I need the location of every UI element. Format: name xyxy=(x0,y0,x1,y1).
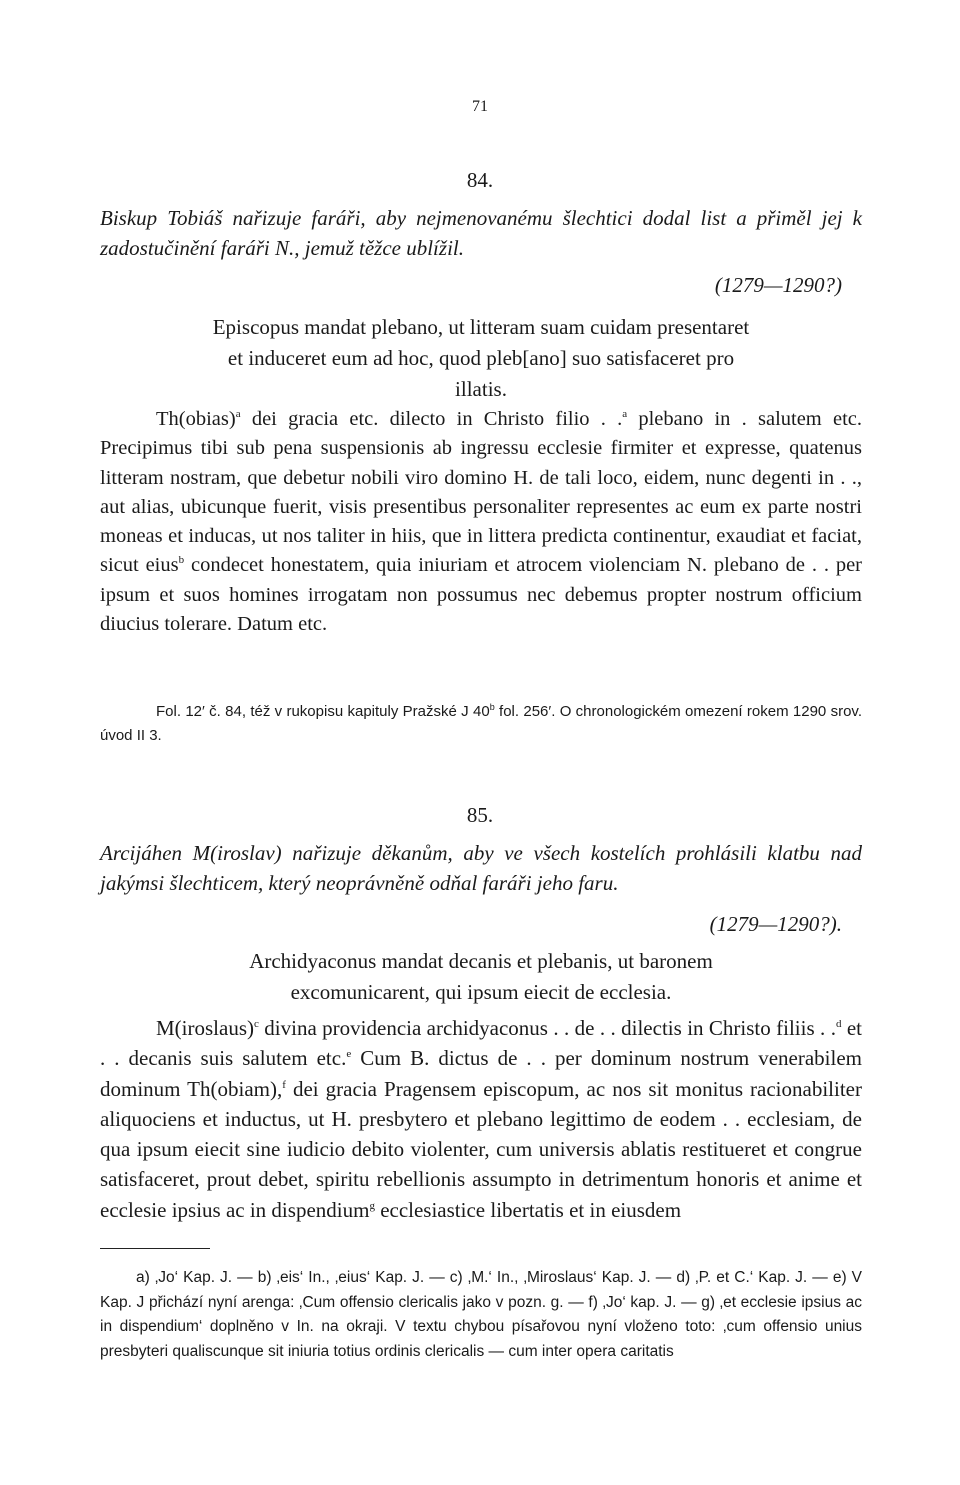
footnotes xyxy=(100,1266,862,1364)
charter-paragraph: Th(obias)$^a$ dei gracia etc. dilecto in Christo filio . .$^a$ plebano in . salutem etc. Precipimus tibi sub pena suspensionis ab ingressu ecclesie firmiter et expresse, quatenus litteram nostram, que debetur nobili viro domino H. de tali loco, eidem, nunc degenti in . ., aut alias, ubicunque fuerit, visis presentibus personaliter representes ac eum ex parte nostri moneas et inducas, ut nos taliter in hiis, que in littera predicta continentur, exaudiat et faciat, sicut eius$^b$ condecet honestatem, quia iniuriam et atrocem violenciam N. plebano de . . per ipsum et suos homines irrogatam non possumus nec debemus propter nostrum officium diucius tolerare. Datum etc. xyxy=(100,408,862,636)
charter-text xyxy=(100,405,862,639)
footnote-text: a) ‚Jo‘ Kap. J. — b) ‚eis‘ In., ‚eius‘ Kap. J. — c) ‚M.‘ In., ‚Miroslaus‘ Kap. J. — d) ‚P. et C.‘ Kap. J. — e) V Kap. J přichází nyní arenga: ‚Cum offensio clericalis jako v pozn. g. — f) ‚Jo‘ kap. J. — g) ‚et ecclesie ipsius ac in dispendium‘ doplněno v In. na okraji. V textu chybou písařovou nyní vloženo toto: ‚cum offensio unius presbyteri qualiscunque sit iniuria totius ordinis clericalis — cum inter opera caritatis xyxy=(100,1269,862,1360)
footnote-marker: g xyxy=(369,1199,375,1212)
latin-summary-line: illatis. xyxy=(455,377,507,401)
date-range: (1279—1290?) xyxy=(714,273,842,297)
latin-summary xyxy=(130,946,832,1008)
charter-text xyxy=(100,1013,862,1225)
latin-summary-line: Archidyaconus mandat decanis et plebanis, ut baronem xyxy=(249,949,713,973)
latin-summary-line: excomunicarent, qui ipsum eiecit de ecclesia. xyxy=(290,980,672,1004)
source-note-paragraph: Fol. 12′ č. 84, též v rukopisu kapituly Pražské J 40$^b$ fol. 256′. O chronologickém omezení rokem 1290 srov. úvod II 3. xyxy=(100,702,862,744)
document-number: 84. xyxy=(466,168,494,192)
footnote-marker: d xyxy=(835,1018,842,1030)
latin-summary xyxy=(100,312,862,405)
footnote-marker: f xyxy=(282,1078,286,1091)
footnote-marker: b xyxy=(489,702,495,712)
latin-summary-line: Episcopus mandat plebano, ut litteram suam cuidam presentaret xyxy=(212,315,750,339)
czech-regest-title: Arcijáhen M(iroslav) nařizuje děkanům, aby ve všech kostelích prohlásili klatbu nad jakýmsi šlechticem, který neoprávněně odňal faráři jeho faru. xyxy=(100,841,862,895)
footnote-divider xyxy=(100,1248,210,1249)
footnote-marker: b xyxy=(178,554,185,567)
page-number: 71 xyxy=(472,98,488,115)
czech-regest-title: Biskup Tobiáš nařizuje faráři, aby nejmenovanému šlechtici dodal list a přiměl jej k zadostučinění faráři N., jemuž těžce ublížil. xyxy=(100,206,862,260)
charter-paragraph: M(iroslaus)$^c$ divina providencia archidyaconus . . de . . dilectis in Christo filiis . .$^d$ et . . decanis suis salutem etc.$^e$ Cum B. dictus de . . per dominum nostrum venerabilem dominum Th(obiam),$^f$ dei gracia Pragensem episcopum, ac nos sit monitus racionabiliter aliquociens et inductus, ut H. presbytero et plebano legittimo de eodem . . ecclesiam, de qua ipsum eiecit sine iudicio debito violenter, cum universis ablatis restitueret et congrue satisfaceret, prout debet, spiritu rebellionis assumpto in detrimentum honoris et anime et ecclesie ipsius ac in dispendium$^g$ ecclesiastice libertatis et in eiusdem xyxy=(100,1016,863,1222)
footnote-marker: e xyxy=(346,1048,352,1061)
document-number: 85. xyxy=(466,803,494,827)
latin-summary-line: et induceret eum ad hoc, quod pleb[ano] suo satisfaceret pro xyxy=(227,346,735,370)
date-range: (1279—1290?). xyxy=(709,912,842,936)
footnote-marker: a xyxy=(235,408,241,421)
footnote-marker: a xyxy=(622,408,628,421)
footnote-marker: c xyxy=(254,1018,259,1030)
source-note xyxy=(100,700,862,748)
